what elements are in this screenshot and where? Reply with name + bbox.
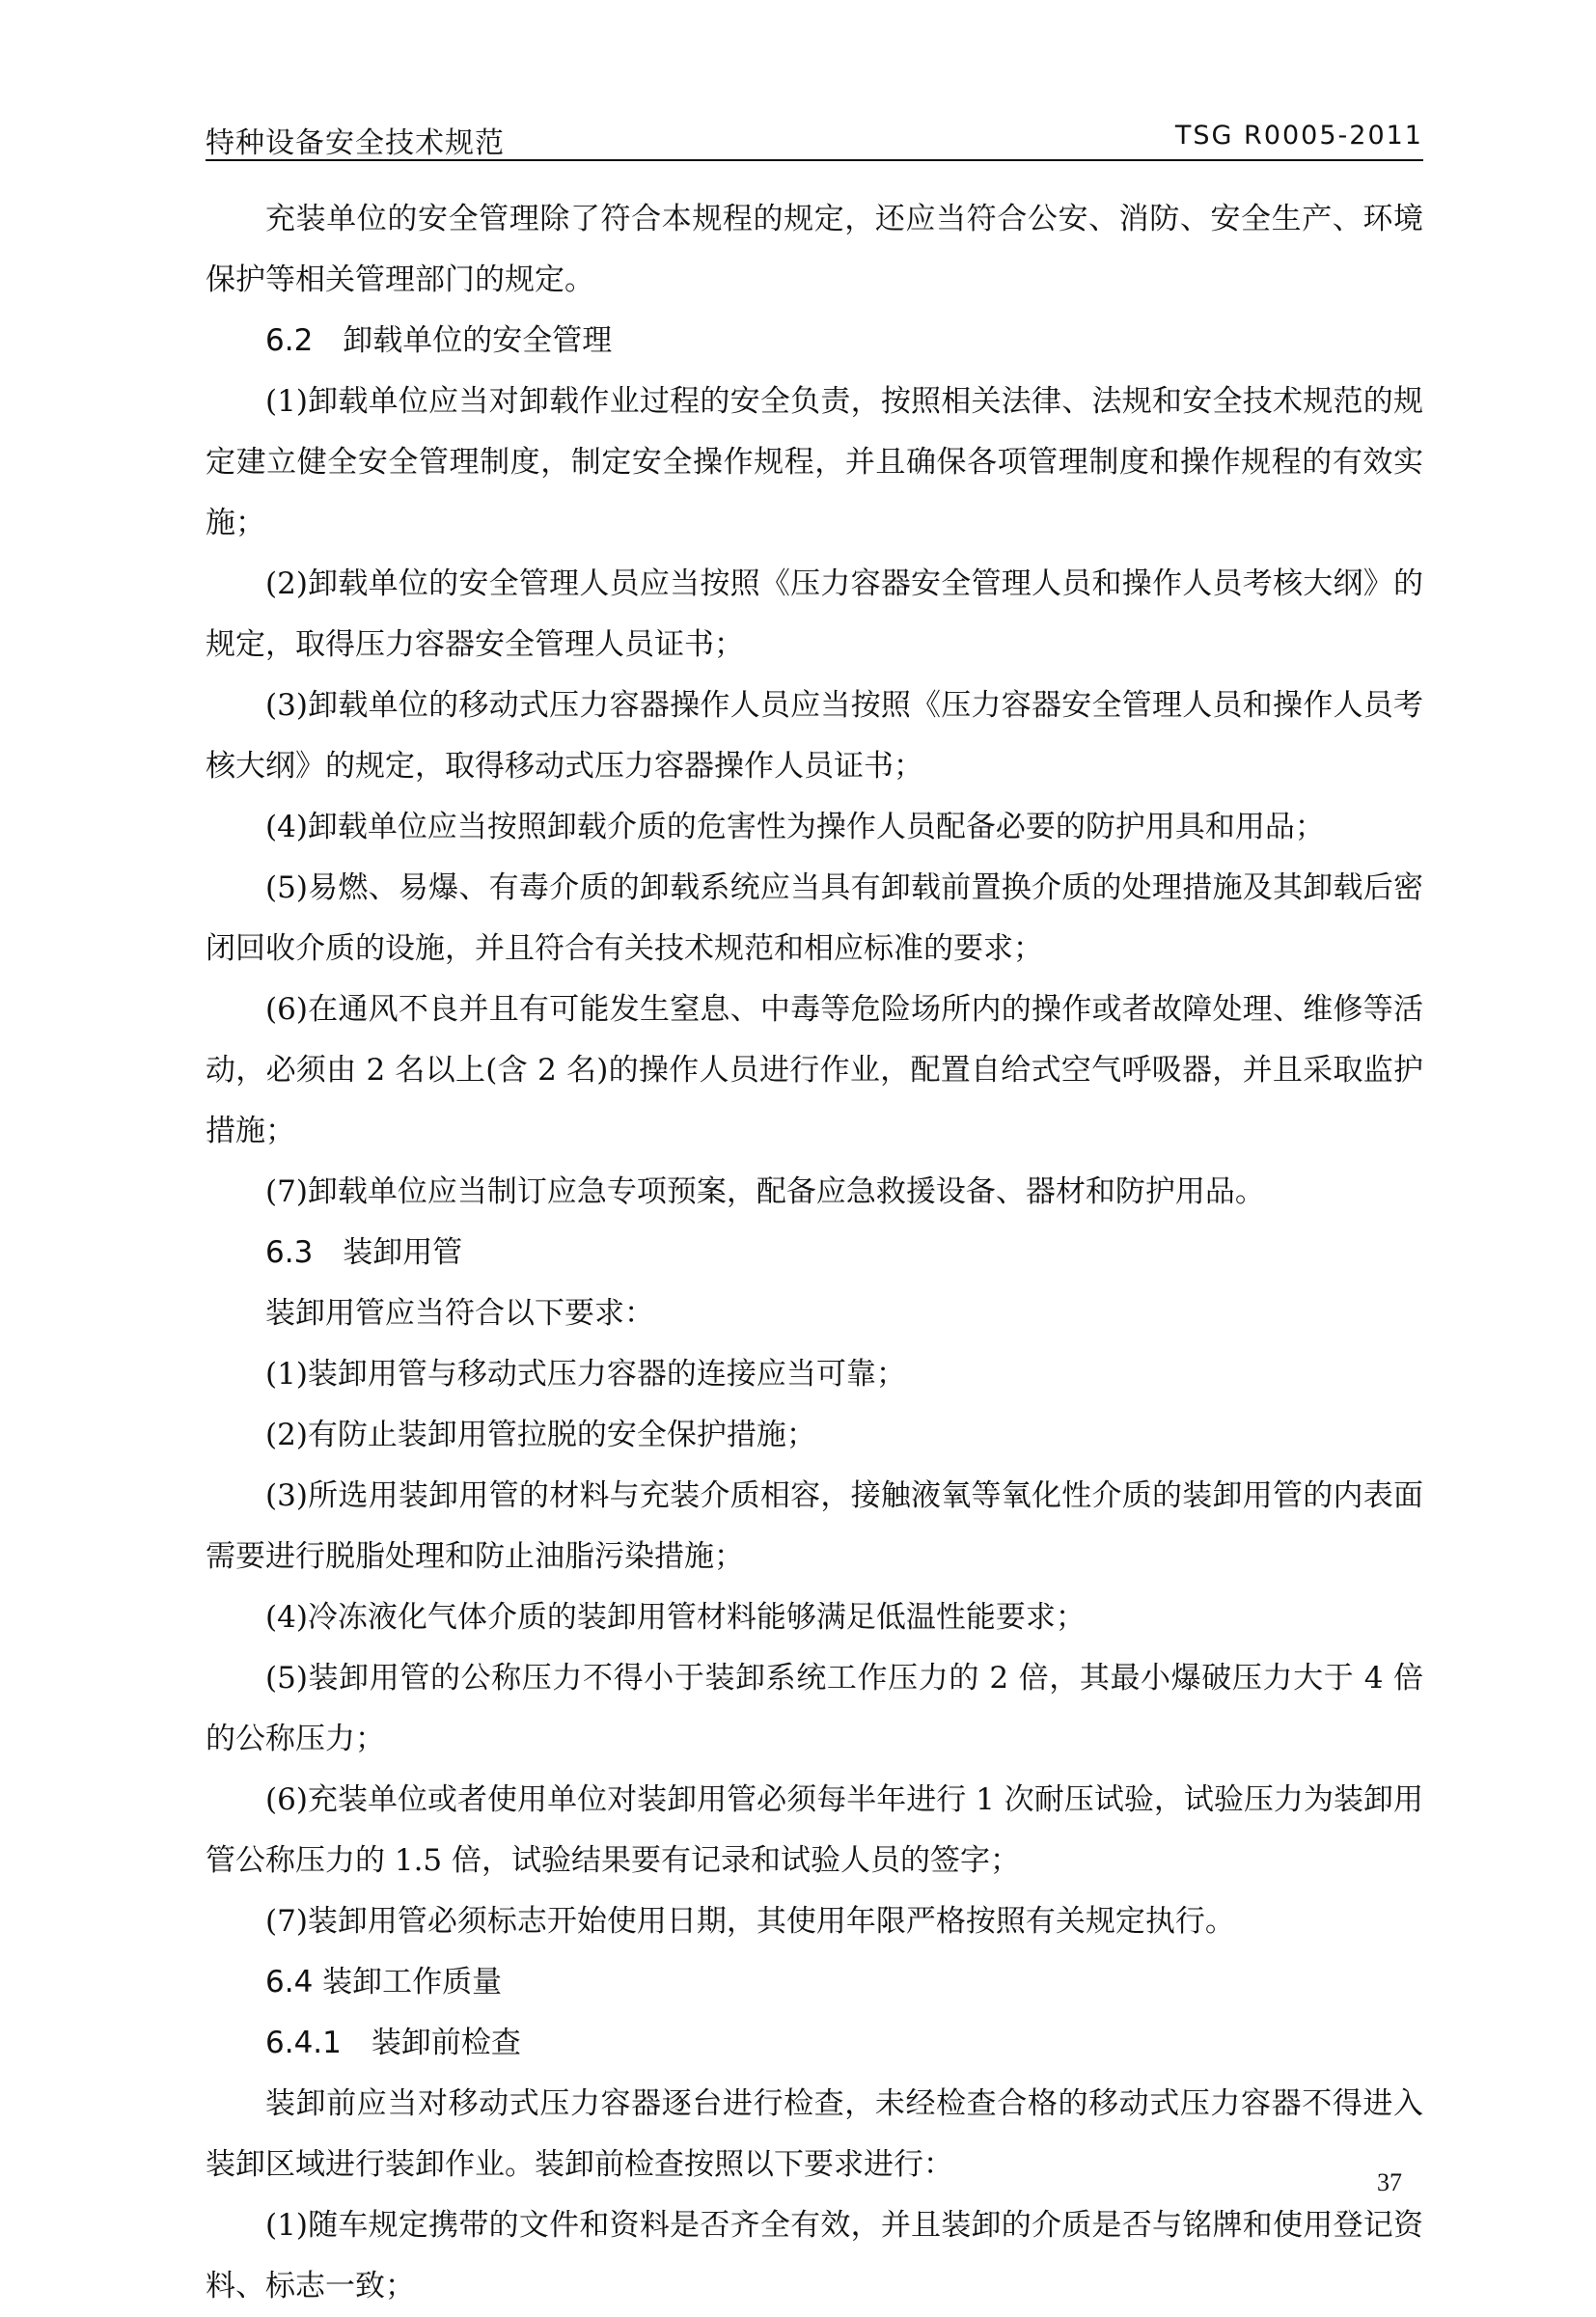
list-item: (6)在通风不良并且有可能发生窒息、中毒等危险场所内的操作或者故障处理、维修等活动，必须由 2 名以上(含 2 名)的操作人员进行作业，配置自给式空气呼吸器，并且采取监护措施； <box>206 992 1423 1148</box>
page-number: 37 <box>1377 2168 1402 2196</box>
section-heading: 6.4 装卸工作质量 <box>265 1965 503 2000</box>
list-item: (2)卸载单位的安全管理人员应当按照《压力容器安全管理人员和操作人员考核大纲》的规定，取得压力容器安全管理人员证书； <box>206 566 1423 662</box>
list-item: (3)所选用装卸用管的材料与充装介质相容，接触液氧等氧化性介质的装卸用管的内表面需要进行脱脂处理和防止油脂污染措施； <box>206 1478 1423 1574</box>
paragraph: 装卸用管应当符合以下要求： <box>265 1296 654 1331</box>
list-item: (3)卸载单位的移动式压力容器操作人员应当按照《压力容器安全管理人员和操作人员考核大纲》的规定，取得移动式压力容器操作人员证书； <box>206 688 1423 784</box>
paragraph: 装卸前应当对移动式压力容器逐台进行检查，未经检查合格的移动式压力容器不得进入装卸区域进行装卸作业。装卸前检查按照以下要求进行： <box>206 2086 1423 2182</box>
header-title: 特种设备安全技术规范 <box>206 126 505 160</box>
page-header <box>206 113 1423 161</box>
list-item: (4)卸载单位应当按照卸载介质的危害性为操作人员配备必要的防护用具和用品； <box>265 810 1325 844</box>
section-heading: 6.2 卸载单位的安全管理 <box>265 323 613 358</box>
paragraph: 充装单位的安全管理除了符合本规程的规定，还应当符合公安、消防、安全生产、环境保护等相关管理部门的规定。 <box>206 202 1423 297</box>
list-item: (6)充装单位或者使用单位对装卸用管必须每半年进行 1 次耐压试验，试验压力为装卸用管公称压力的 1.5 倍，试验结果要有记录和试验人员的签字； <box>206 1782 1423 1878</box>
header-code: TSG R0005-2011 <box>1174 121 1423 151</box>
document-body <box>206 189 1423 2317</box>
list-item: (1)卸载单位应当对卸载作业过程的安全负责，按照相关法律、法规和安全技术规范的规定建立健全安全管理制度，制定安全操作规程，并且确保各项管理制度和操作规程的有效实施； <box>206 384 1423 540</box>
list-item: (4)冷冻液化气体介质的装卸用管材料能够满足低温性能要求； <box>265 1600 1086 1635</box>
list-item: (1)装卸用管与移动式压力容器的连接应当可靠； <box>265 1357 906 1392</box>
subsection-heading: 6.4.1 装卸前检查 <box>265 2026 521 2060</box>
list-item: (7)卸载单位应当制订应急专项预案，配备应急救援设备、器材和防护用品。 <box>265 1174 1265 1209</box>
list-item: (1)随车规定携带的文件和资料是否齐全有效，并且装卸的介质是否与铭牌和使用登记资料、标志一致； <box>206 2208 1423 2303</box>
list-item: (5)易燃、易爆、有毒介质的卸载系统应当具有卸载前置换介质的处理措施及其卸载后密闭回收介质的设施，并且符合有关技术规范和相应标准的要求； <box>206 870 1423 966</box>
section-heading: 6.3 装卸用管 <box>265 1235 463 1270</box>
list-item: (7)装卸用管必须标志开始使用日期，其使用年限严格按照有关规定执行。 <box>265 1904 1235 1939</box>
list-item: (2)有防止装卸用管拉脱的安全保护措施； <box>265 1418 816 1452</box>
list-item: (5)装卸用管的公称压力不得小于装卸系统工作压力的 2 倍，其最小爆破压力大于 4 倍的公称压力； <box>206 1661 1423 1756</box>
